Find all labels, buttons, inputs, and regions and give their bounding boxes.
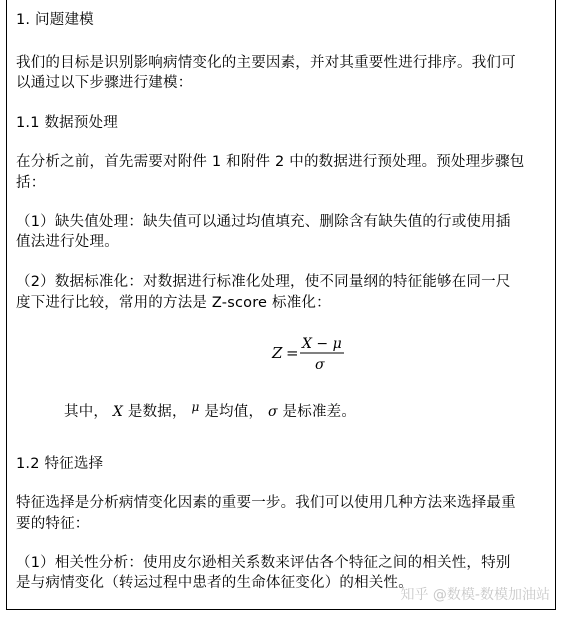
symbol-x: X: [112, 404, 124, 420]
symbol-mu: μ: [191, 400, 200, 414]
section-1-1-title: 1.1 数据预处理: [16, 115, 118, 131]
formula-denominator: σ: [315, 357, 325, 373]
intro-line-1: 我们的目标是识别影响病情变化的主要因素，并对其重要性进行排序。我们可: [16, 55, 516, 71]
missing-value-line-2: 值法进行处理。: [16, 234, 119, 250]
preprocess-line-1: 在分析之前，首先需要对附件 1 和附件 2 中的数据进行预处理。预处理步骤包: [16, 154, 525, 170]
where-x-text: 是数据，: [127, 404, 187, 420]
zscore-formula-svg: [268, 333, 348, 375]
zhihu-watermark: 知乎 @数模-数模加油站: [400, 587, 550, 603]
where-mu-text: 是均值，: [204, 404, 264, 420]
feature-line-1: 特征选择是分析病情变化因素的重要一步。我们可以使用几种方法来选择最重: [16, 495, 516, 511]
feature-line-2: 要的特征：: [16, 516, 90, 532]
where-prefix: 其中，: [64, 404, 109, 420]
missing-value-line-1: （1）缺失值处理：缺失值可以通过均值填充、删除含有缺失值的行或使用插: [16, 214, 511, 230]
formula-equals: =: [286, 344, 299, 362]
where-line: [64, 402, 356, 422]
formula-lhs: Z: [272, 344, 283, 362]
correlation-line-1: （1）相关性分析：使用皮尔逊相关系数来评估各个特征之间的相关性，特别: [16, 555, 511, 571]
standardize-line-1: （2）数据标准化：对数据进行标准化处理，使不同量纲的特征能够在同一尺: [16, 274, 511, 290]
symbol-sigma: σ: [267, 404, 278, 420]
zscore-formula: [0, 333, 564, 375]
standardize-line-2: 度下进行比较，常用的方法是 Z-score 标准化：: [16, 295, 331, 311]
where-sigma-text: 是标准差。: [282, 404, 357, 420]
intro-line-2: 以通过以下步骤进行建模：: [16, 75, 193, 91]
section-1-2-title: 1.2 特征选择: [16, 456, 104, 472]
preprocess-line-2: 括：: [16, 175, 46, 191]
correlation-line-2: 是与病情变化（转运过程中患者的生命体征变化）的相关性。: [16, 575, 413, 591]
section-1-title: 1. 问题建模: [16, 12, 94, 28]
formula-numerator: X − μ: [302, 336, 342, 352]
